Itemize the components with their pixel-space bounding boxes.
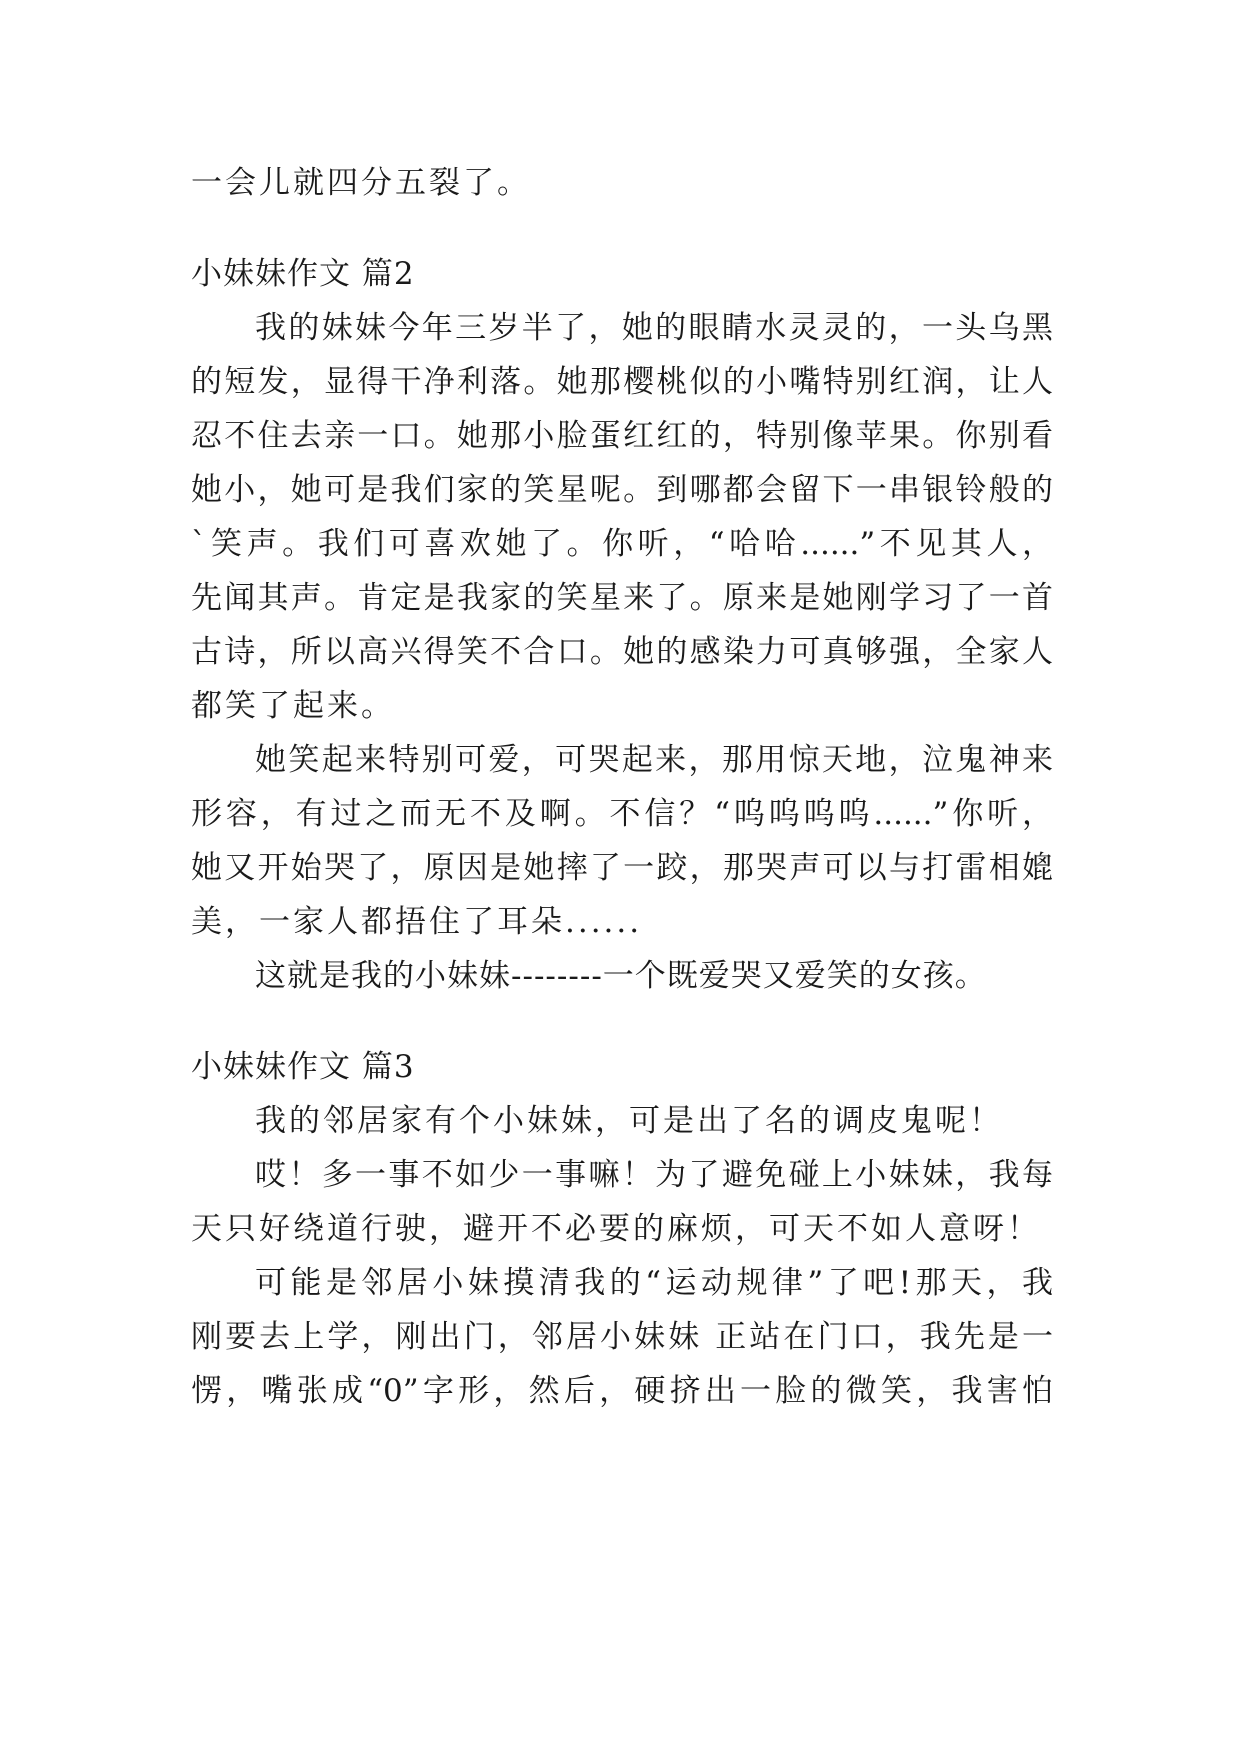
paragraph-line: 忍不住去亲一口。她那小脸蛋红红的，特别像苹果。你别看 — [191, 418, 1053, 454]
paragraph-line: 她又开始哭了，原因是她摔了一跤，那哭声可以与打雷相媲 — [191, 850, 1053, 886]
paragraph-line: 哎！多一事不如少一事嘛！为了避免碰上小妹妹，我每 — [255, 1157, 1053, 1193]
paragraph-line: 可能是邻居小妹摸清我的“运动规律”了吧!那天，我 — [255, 1265, 1053, 1301]
section-2-title: 小妹妹作文 篇2 — [191, 256, 415, 292]
paragraph-line: 她小，她可是我们家的笑星呢。到哪都会留下一串银铃般的 — [191, 472, 1053, 508]
paragraph-line: 形容，有过之而无不及啊。不信？“呜呜呜呜......”你听， — [191, 796, 1053, 832]
paragraph-line: 的短发，显得干净利落。她那樱桃似的小嘴特别红润，让人 — [191, 364, 1053, 400]
paragraph-line: 美，一家人都捂住了耳朵...... — [191, 904, 643, 940]
paragraph-line: 愣，嘴张成“0”字形，然后，硬挤出一脸的微笑，我害怕 — [191, 1373, 1053, 1409]
section-3-title: 小妹妹作文 篇3 — [191, 1049, 415, 1085]
paragraph-line: 这就是我的小妹妹--------一个既爱哭又爱笑的女孩。 — [255, 958, 987, 994]
paragraph-line: 天只好绕道行驶，避开不必要的麻烦，可天不如人意呀！ — [191, 1211, 1041, 1247]
paragraph-line: 先闻其声。肯定是我家的笑星来了。原来是她刚学习了一首 — [191, 580, 1053, 616]
paragraph-line: 我的妹妹今年三岁半了，她的眼睛水灵灵的，一头乌黑 — [255, 310, 1053, 346]
paragraph-line: `笑声。我们可喜欢她了。你听，“哈哈......”不见其人， — [191, 526, 1053, 562]
paragraph-line: 古诗，所以高兴得笑不合口。她的感染力可真够强，全家人 — [191, 634, 1053, 670]
paragraph-line: 都笑了起来。 — [191, 688, 395, 724]
paragraph-line: 我的邻居家有个小妹妹，可是出了名的调皮鬼呢！ — [255, 1103, 1003, 1139]
continuation-line: 一会儿就四分五裂了。 — [191, 165, 531, 201]
paragraph-line: 她笑起来特别可爱，可哭起来，那用惊天地，泣鬼神来 — [255, 742, 1053, 778]
paragraph-line: 刚要去上学，刚出门，邻居小妹妹 正站在门口，我先是一 — [191, 1319, 1053, 1355]
